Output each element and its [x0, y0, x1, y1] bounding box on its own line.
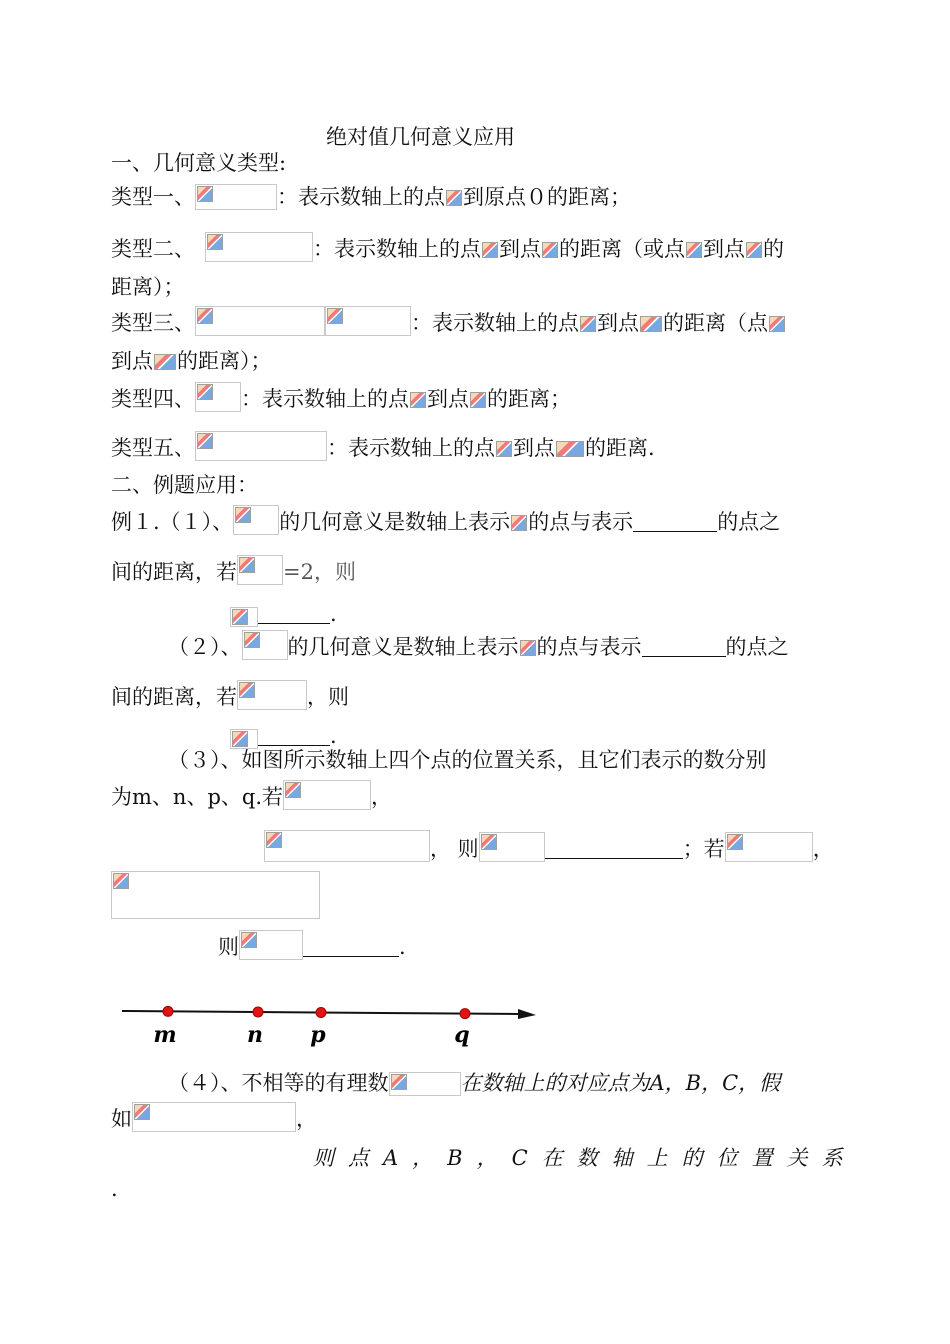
formula-image	[580, 316, 596, 332]
point-p	[316, 1008, 326, 1018]
formula-image	[205, 232, 313, 262]
formula-image	[237, 555, 283, 585]
point-n	[253, 1007, 263, 1017]
page-title: 绝对值几何意义应用	[326, 125, 515, 149]
formula-image	[496, 441, 512, 457]
formula-image	[542, 242, 558, 258]
type-3: 类型三、 ：表示数轴上的点 到点 的距离（点	[111, 306, 786, 338]
formula-image	[132, 1102, 296, 1132]
example-1-part-3: （３）、如图所示数轴上四个点的位置关系，且它们表示的数分别	[168, 748, 767, 772]
formula-image	[242, 630, 288, 660]
formula-image	[195, 184, 277, 210]
example-1-part-4-cont: 如 ，	[111, 1102, 317, 1134]
example-1-part-1-cont: 间的距离，若 =2，则	[111, 555, 356, 587]
formula-image	[195, 382, 241, 412]
formula-image	[410, 392, 426, 408]
example-1-part-2-cont: 间的距离，若 ，则	[111, 680, 349, 712]
example-1-part-2-answer: .	[230, 721, 337, 751]
point-label-p: p	[310, 1022, 326, 1048]
example-1-part-1-answer: .	[230, 599, 337, 629]
formula-image	[769, 316, 785, 332]
formula-image	[470, 392, 486, 408]
formula-image	[725, 832, 813, 862]
formula-image	[389, 1072, 461, 1096]
answer-blank	[545, 838, 683, 859]
formula-image	[111, 871, 320, 919]
example-1-part-3-answer: 则 .	[218, 930, 406, 962]
formula-image	[640, 316, 662, 332]
formula-image	[325, 306, 411, 336]
formula-image	[154, 354, 176, 370]
arrow-icon	[518, 1009, 536, 1019]
type-2: 类型二、 ：表示数轴上的点 到点 的距离（或点 到点 的	[111, 232, 784, 264]
formula-image	[746, 242, 762, 258]
formula-image	[686, 242, 702, 258]
point-label-m: m	[153, 1022, 177, 1048]
answer-blank	[642, 636, 726, 657]
formula-image	[283, 780, 371, 810]
answer-blank	[258, 603, 330, 624]
formula-image	[511, 515, 527, 531]
formula-image	[482, 242, 498, 258]
point-label-q: q	[454, 1022, 470, 1048]
example-1-part-2: （２）、 的几何意义是数轴上表示 的点与表示 的点之	[168, 630, 789, 662]
example-1-part-4-question: 则点A，B，C在数轴上的位置关系	[313, 1146, 857, 1170]
example-1-part-4-end: .	[111, 1177, 118, 1201]
answer-blank	[258, 725, 330, 746]
formula-image	[237, 680, 307, 710]
example-1-part-3-cond: ， 则 ；若 ，	[264, 830, 834, 864]
formula-image	[230, 607, 258, 627]
formula-image	[479, 832, 545, 862]
example-1-part-3-cont: 为m、n、p、q.若 ，	[111, 780, 392, 812]
number-line-figure	[118, 998, 548, 1058]
formula-image	[520, 640, 536, 656]
type-5: 类型五、 ：表示数轴上的点 到点 的距离.	[111, 431, 655, 463]
answer-blank	[633, 511, 717, 532]
type-2-cont: 距离）；	[111, 275, 185, 299]
formula-image	[195, 306, 325, 336]
example-1-part-1: 例１.（１）、 的几何意义是数轴上表示 的点与表示 的点之	[111, 505, 780, 537]
formula-image	[264, 830, 430, 862]
type-3-cont: 到点 的距离）；	[111, 349, 272, 373]
type-4: 类型四、 ：表示数轴上的点 到点 的距离；	[111, 382, 571, 414]
section-heading-1: 一、几何意义类型:	[111, 151, 287, 175]
answer-blank	[303, 936, 399, 957]
section-heading-2: 二、例题应用：	[111, 473, 258, 497]
point-m	[163, 1006, 173, 1016]
point-q	[460, 1009, 470, 1019]
formula-image	[239, 930, 303, 960]
formula-image	[233, 505, 279, 535]
formula-image	[556, 441, 584, 457]
type-1: 类型一、 ：表示数轴上的点 到原点０的距离；	[111, 185, 631, 209]
formula-image	[446, 190, 462, 206]
formula-image	[195, 431, 327, 461]
point-label-n: n	[247, 1022, 263, 1048]
example-1-part-4: （４）、不相等的有理数 在数轴上的对应点为A，B，C，假	[168, 1071, 781, 1095]
